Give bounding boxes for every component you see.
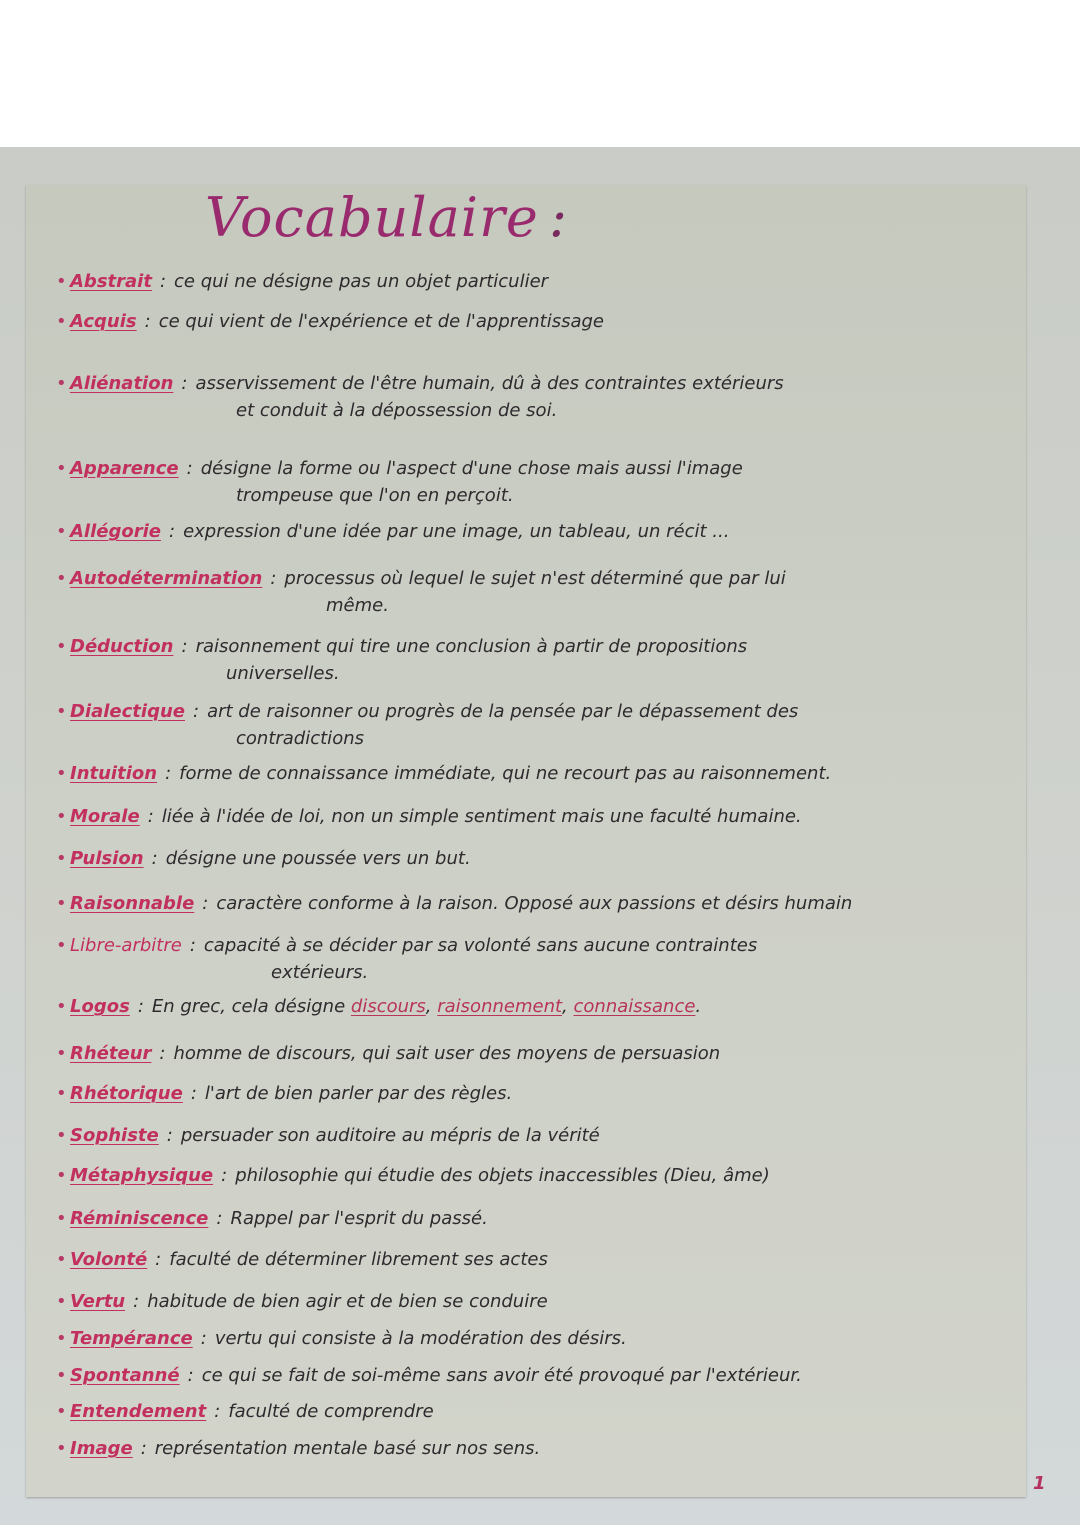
vocab-term: Autodétermination (70, 568, 263, 589)
bullet-icon: • (56, 1249, 67, 1270)
vocab-definition: philosophie qui étudie des objets inaccessibles (Dieu, âme) (235, 1165, 770, 1186)
bullet-icon: • (56, 1208, 67, 1229)
bullet-icon: • (56, 1083, 67, 1104)
vocab-definition-cont: contradictions (236, 728, 364, 749)
vocab-definition: liée à l'idée de loi, non un simple sentiment mais une faculté humaine. (161, 806, 802, 827)
bullet-icon: • (56, 458, 67, 479)
vocab-entry: • Image : représentation mentale basé sur nos sens. (56, 1435, 1036, 1462)
vocab-entry: • Apparence : désigne la forme ou l'aspect d'une chose mais aussi l'image trompeuse que l'on en perçoit. (56, 455, 1036, 509)
highlight-word: connaissance (573, 996, 696, 1017)
vocab-definition-cont: et conduit à la dépossession de soi. (236, 400, 558, 421)
vocab-term: Dialectique (70, 701, 185, 722)
vocab-term: Rhéteur (70, 1043, 152, 1064)
vocab-entry: • Libre-arbitre : capacité à se décider par sa volonté sans aucune contraintes extérieurs. (56, 932, 1036, 986)
vocab-term: Vertu (70, 1291, 126, 1312)
vocab-definition: habitude de bien agir et de bien se conduire (147, 1291, 548, 1312)
vocab-term: Sophiste (70, 1125, 159, 1146)
vocab-definition: ce qui se fait de soi-même sans avoir été provoqué par l'extérieur. (201, 1365, 802, 1386)
bullet-icon: • (56, 996, 67, 1017)
bullet-icon: • (56, 521, 67, 542)
vocab-definition: vertu qui consiste à la modération des désirs. (214, 1328, 627, 1349)
vocab-term: Rhétorique (70, 1083, 183, 1104)
bullet-icon: • (56, 636, 67, 657)
vocab-entry: • Acquis : ce qui vient de l'expérience et de l'apprentissage (56, 308, 1036, 335)
vocab-definition: processus où lequel le sujet n'est déterminé que par lui (284, 568, 786, 589)
vocab-term: Morale (70, 806, 140, 827)
vocab-definition: désigne la forme ou l'aspect d'une chose mais aussi l'image (200, 458, 743, 479)
vocab-term: Déduction (70, 636, 174, 657)
highlight-word: discours (350, 996, 426, 1017)
bullet-icon: • (56, 1401, 67, 1422)
vocab-term: Tempérance (70, 1328, 193, 1349)
bullet-icon: • (56, 893, 67, 914)
vocab-term: Apparence (70, 458, 179, 479)
bullet-icon: • (56, 1438, 67, 1459)
bullet-icon: • (56, 806, 67, 827)
vocab-definition-cont: universelles. (226, 663, 340, 684)
vocab-definition: expression d'une idée par une image, un tableau, un récit ... (183, 521, 730, 542)
vocab-entry: • Raisonnable : caractère conforme à la raison. Opposé aux passions et désirs humain (56, 890, 1036, 917)
bullet-icon: • (56, 271, 67, 292)
vocab-entry: • Entendement : faculté de comprendre (56, 1398, 1036, 1425)
vocab-term: Abstrait (70, 271, 152, 292)
vocab-entry: • Logos : En grec, cela désigne discours, raisonnement, connaissance. (56, 993, 1036, 1020)
bullet-icon: • (56, 1165, 67, 1186)
vocab-term: Volonté (70, 1249, 148, 1270)
vocab-definition: représentation mentale basé sur nos sens. (154, 1438, 541, 1459)
vocab-term: Entendement (70, 1401, 207, 1422)
vocab-term: Raisonnable (70, 893, 195, 914)
vocab-definition: asservissement de l'être humain, dû à des contraintes extérieurs (195, 373, 784, 394)
vocab-definition-cont: trompeuse que l'on en perçoit. (236, 485, 514, 506)
vocab-entry: • Morale : liée à l'idée de loi, non un simple sentiment mais une faculté humaine. (56, 803, 1036, 830)
vocab-term: Réminiscence (70, 1208, 209, 1229)
vocab-term: Pulsion (70, 848, 144, 869)
bullet-icon: • (56, 311, 67, 332)
bullet-icon: • (56, 1365, 67, 1386)
bullet-icon: • (56, 701, 67, 722)
vocab-definition-cont: même. (326, 595, 389, 616)
title-colon: : (548, 186, 569, 249)
bullet-icon: • (56, 1291, 67, 1312)
vocab-entry: • Tempérance : vertu qui consiste à la modération des désirs. (56, 1325, 1036, 1352)
vocab-entry: • Abstrait : ce qui ne désigne pas un objet particulier (56, 268, 1036, 295)
bullet-icon: • (56, 568, 67, 589)
bullet-icon: • (56, 373, 67, 394)
vocab-term: Image (70, 1438, 133, 1459)
bullet-icon: • (56, 763, 67, 784)
vocab-definition: caractère conforme à la raison. Opposé aux passions et désirs humain (216, 893, 853, 914)
vocab-definition: désigne une poussée vers un but. (165, 848, 471, 869)
vocab-entry: • Déduction : raisonnement qui tire une conclusion à partir de propositions universelles. (56, 633, 1036, 687)
vocab-definition: ce qui ne désigne pas un objet particulier (174, 271, 549, 292)
bullet-icon: • (56, 1043, 67, 1064)
bullet-icon: • (56, 848, 67, 869)
vocab-definition: l'art de bien parler par des règles. (204, 1083, 513, 1104)
bullet-icon: • (56, 1125, 67, 1146)
vocab-definition: art de raisonner ou progrès de la pensée par le dépassement des (207, 701, 799, 722)
vocab-entry: • Vertu : habitude de bien agir et de bien se conduire (56, 1288, 1036, 1315)
vocab-definition: En grec, cela désigne (151, 996, 346, 1017)
page-title (205, 186, 568, 249)
vocab-definition: homme de discours, qui sait user des moyens de persuasion (173, 1043, 721, 1064)
vocab-term: Métaphysique (70, 1165, 214, 1186)
vocab-entry: • Rhétorique : l'art de bien parler par des règles. (56, 1080, 1036, 1107)
page-number: 1 (1033, 1473, 1046, 1494)
vocab-entry: • Allégorie : expression d'une idée par une image, un tableau, un récit ... (56, 518, 1036, 545)
vocab-definition: forme de connaissance immédiate, qui ne recourt pas au raisonnement. (179, 763, 832, 784)
vocab-entry: • Pulsion : désigne une poussée vers un but. (56, 845, 1036, 872)
highlight-word: raisonnement (437, 996, 563, 1017)
bullet-icon: • (56, 1328, 67, 1349)
vocab-definition: faculté de comprendre (228, 1401, 434, 1422)
vocab-term: Intuition (70, 763, 158, 784)
vocab-entry: • Aliénation : asservissement de l'être humain, dû à des contraintes extérieurs et conduit à la dépossession de soi. (56, 370, 1036, 424)
vocab-entry: • Spontanné : ce qui se fait de soi-même sans avoir été provoqué par l'extérieur. (56, 1362, 1036, 1389)
vocab-term: Aliénation (70, 373, 174, 394)
vocab-entry: • Autodétermination : processus où lequel le sujet n'est déterminé que par lui même. (56, 565, 1036, 619)
vocab-entry: • Réminiscence : Rappel par l'esprit du passé. (56, 1205, 1036, 1232)
bullet-icon: • (56, 935, 67, 956)
vocab-entry: • Intuition : forme de connaissance immédiate, qui ne recourt pas au raisonnement. (56, 760, 1036, 787)
vocab-definition: Rappel par l'esprit du passé. (230, 1208, 488, 1229)
title-text: Vocabulaire (205, 186, 539, 249)
vocab-term: Acquis (70, 311, 137, 332)
vocab-definition: raisonnement qui tire une conclusion à partir de propositions (195, 636, 748, 657)
vocab-term: Logos (70, 996, 130, 1017)
vocab-entry: • Rhéteur : homme de discours, qui sait user des moyens de persuasion (56, 1040, 1036, 1067)
vocab-entry: • Volonté : faculté de déterminer librement ses actes (56, 1246, 1036, 1273)
vocab-definition: ce qui vient de l'expérience et de l'apprentissage (158, 311, 604, 332)
vocab-term: Spontanné (70, 1365, 180, 1386)
vocab-entry: • Métaphysique : philosophie qui étudie des objets inaccessibles (Dieu, âme) (56, 1162, 1036, 1189)
vocab-term: Allégorie (70, 521, 161, 542)
vocab-term: Libre-arbitre (70, 935, 182, 956)
vocab-definition: persuader son auditoire au mépris de la vérité (180, 1125, 600, 1146)
vocab-definition-cont: extérieurs. (271, 962, 369, 983)
vocab-entry: • Dialectique : art de raisonner ou progrès de la pensée par le dépassement des contradictions (56, 698, 1036, 752)
vocab-definition: faculté de déterminer librement ses actes (169, 1249, 548, 1270)
vocab-definition: capacité à se décider par sa volonté sans aucune contraintes (203, 935, 758, 956)
vocab-entry: • Sophiste : persuader son auditoire au mépris de la vérité (56, 1122, 1036, 1149)
